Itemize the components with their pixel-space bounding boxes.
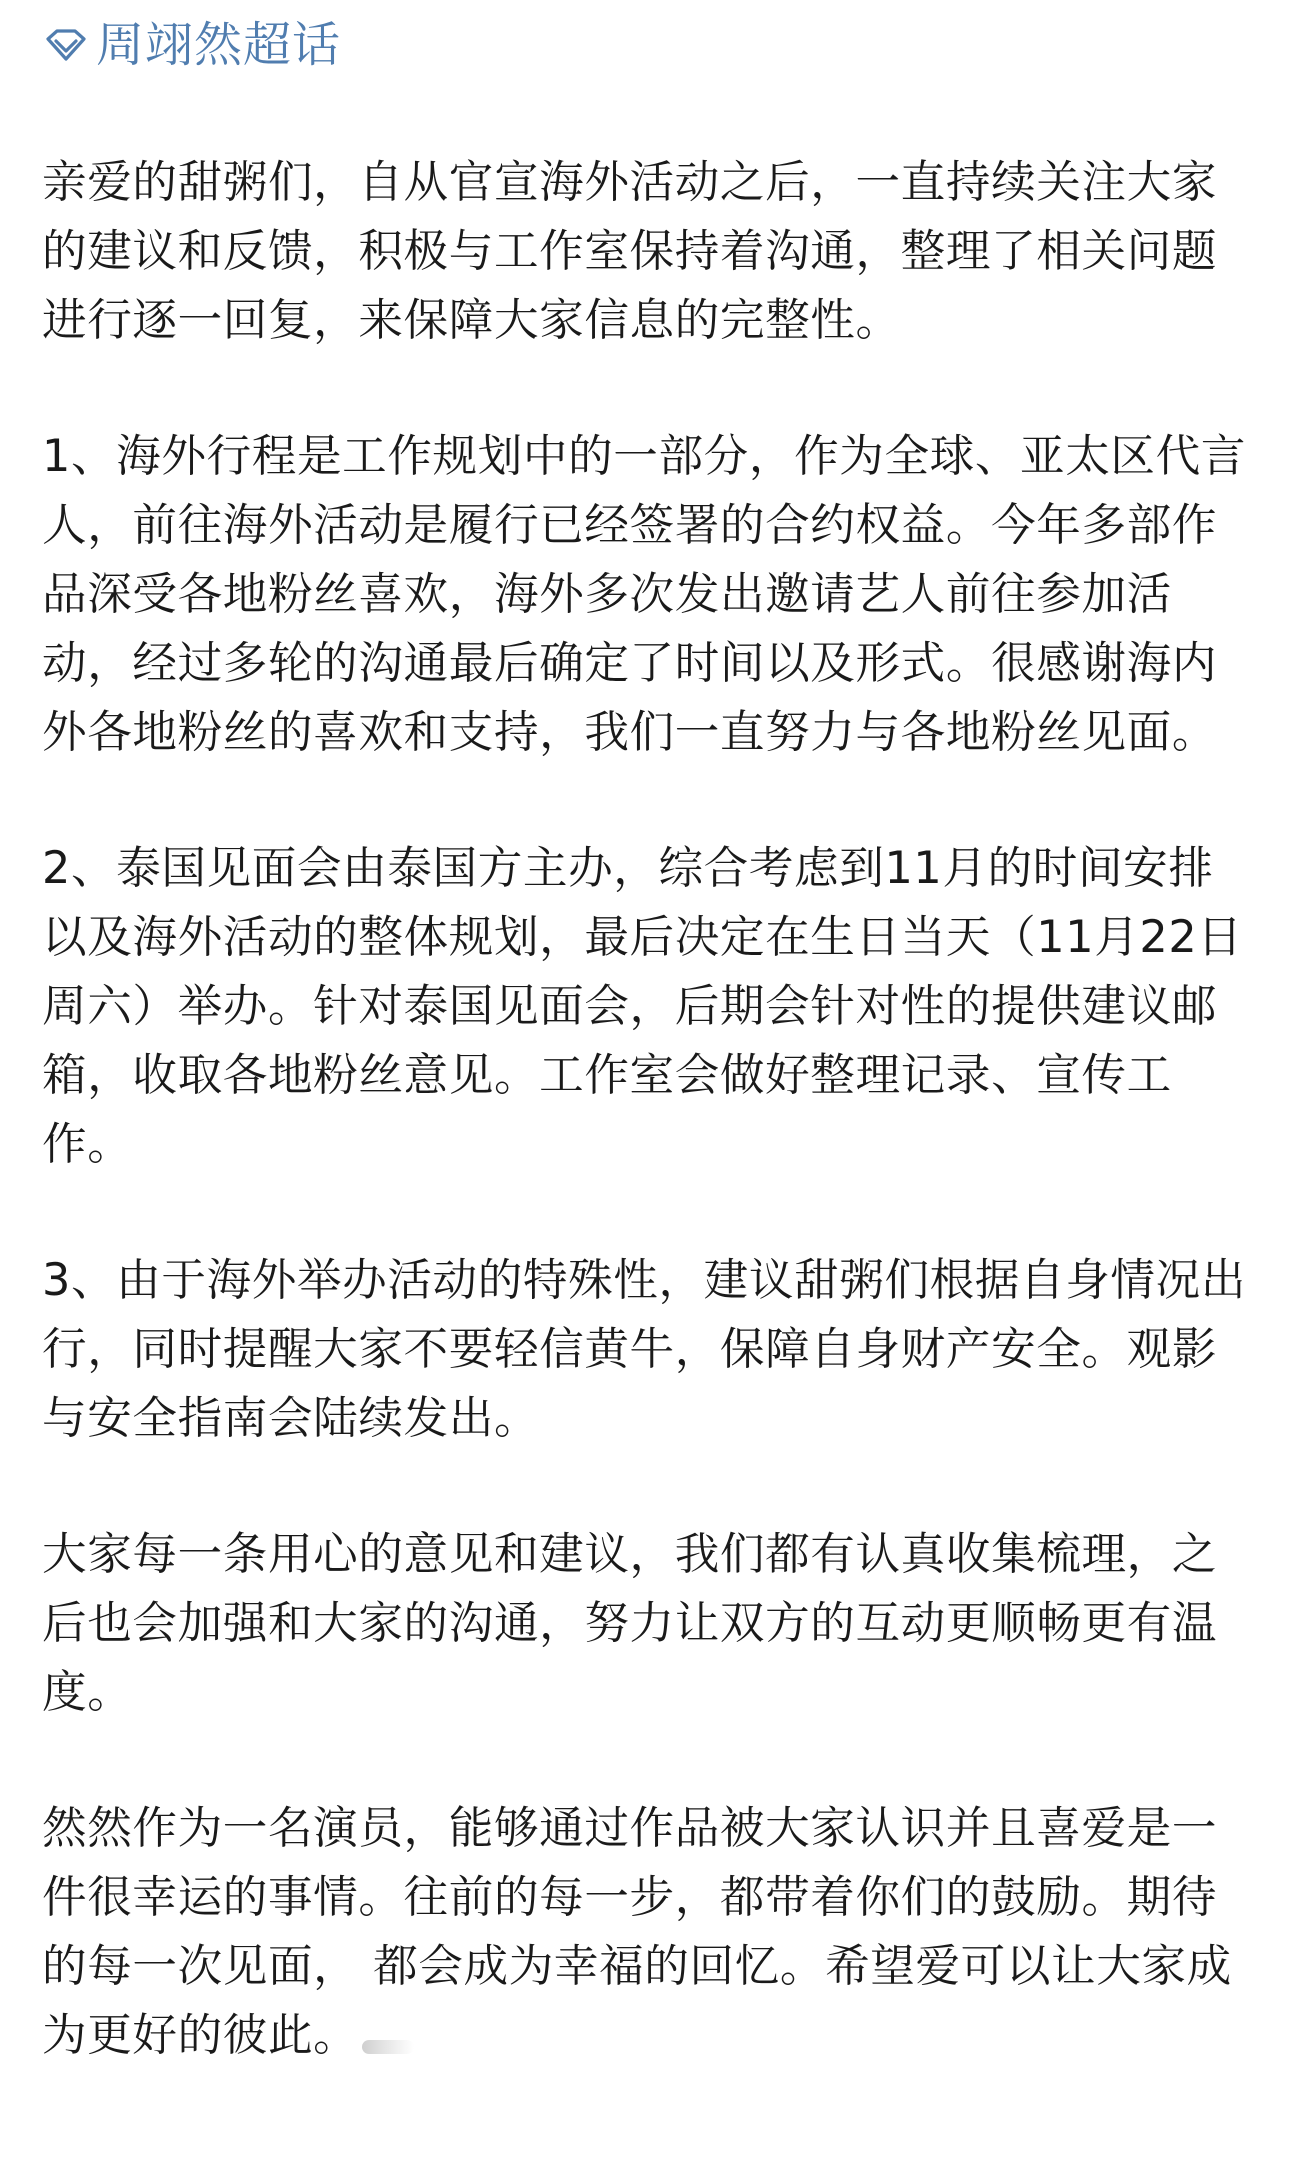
text-fade-mark — [362, 2040, 414, 2054]
post-paragraph-closing — [42, 1794, 1254, 2070]
post-paragraph-intro: 亲爱的甜粥们，自从官宣海外活动之后，一直持续关注大家的建议和反馈，积极与工作室保持着沟通，整理了相关问题进行逐一回复，来保障大家信息的完整性。 — [42, 156, 1218, 346]
super-topic-label: 周翊然超话 — [96, 17, 342, 73]
post-paragraph-feedback: 大家每一条用心的意见和建议，我们都有认真收集梳理，之后也会加强和大家的沟通，努力让双方的互动更顺畅更有温度。 — [42, 1528, 1218, 1718]
post-paragraph-point-1: 1、海外行程是工作规划中的一部分，作为全球、亚太区代言人，前往海外活动是履行已经签署的合约权益。今年多部作品深受各地粉丝喜欢，海外多次发出邀请艺人前往参加活动，经过多轮的沟通最后确定了时间以及形式。很感谢海内外各地粉丝的喜欢和支持，我们一直努力与各地粉丝见面。 — [42, 430, 1247, 758]
super-topic-diamond-icon — [44, 23, 88, 67]
post-paragraph-closing-text: 然然作为一名演员，能够通过作品被大家认识并且喜爱是一件很幸运的事情。往前的每一步，都带着你们的鼓励。期待的每一次见面， 都会成为幸福的回忆。希望爱可以让大家成为更好的彼此。 — [42, 1802, 1232, 2061]
post-paragraph-point-2: 2、泰国见面会由泰国方主办，综合考虑到11月的时间安排以及海外活动的整体规划，最后决定在生日当天（11月22日周六）举办。针对泰国见面会，后期会针对性的提供建议邮箱，收取各地粉丝意见。工作室会做好整理记录、宣传工作。 — [42, 842, 1243, 1170]
post-body — [42, 148, 1254, 2070]
post-paragraph-point-3: 3、由于海外举办活动的特殊性，建议甜粥们根据自身情况出行，同时提醒大家不要轻信黄牛，保障自身财产安全。观影与安全指南会陆续发出。 — [42, 1254, 1247, 1444]
super-topic-link[interactable] — [44, 10, 341, 80]
